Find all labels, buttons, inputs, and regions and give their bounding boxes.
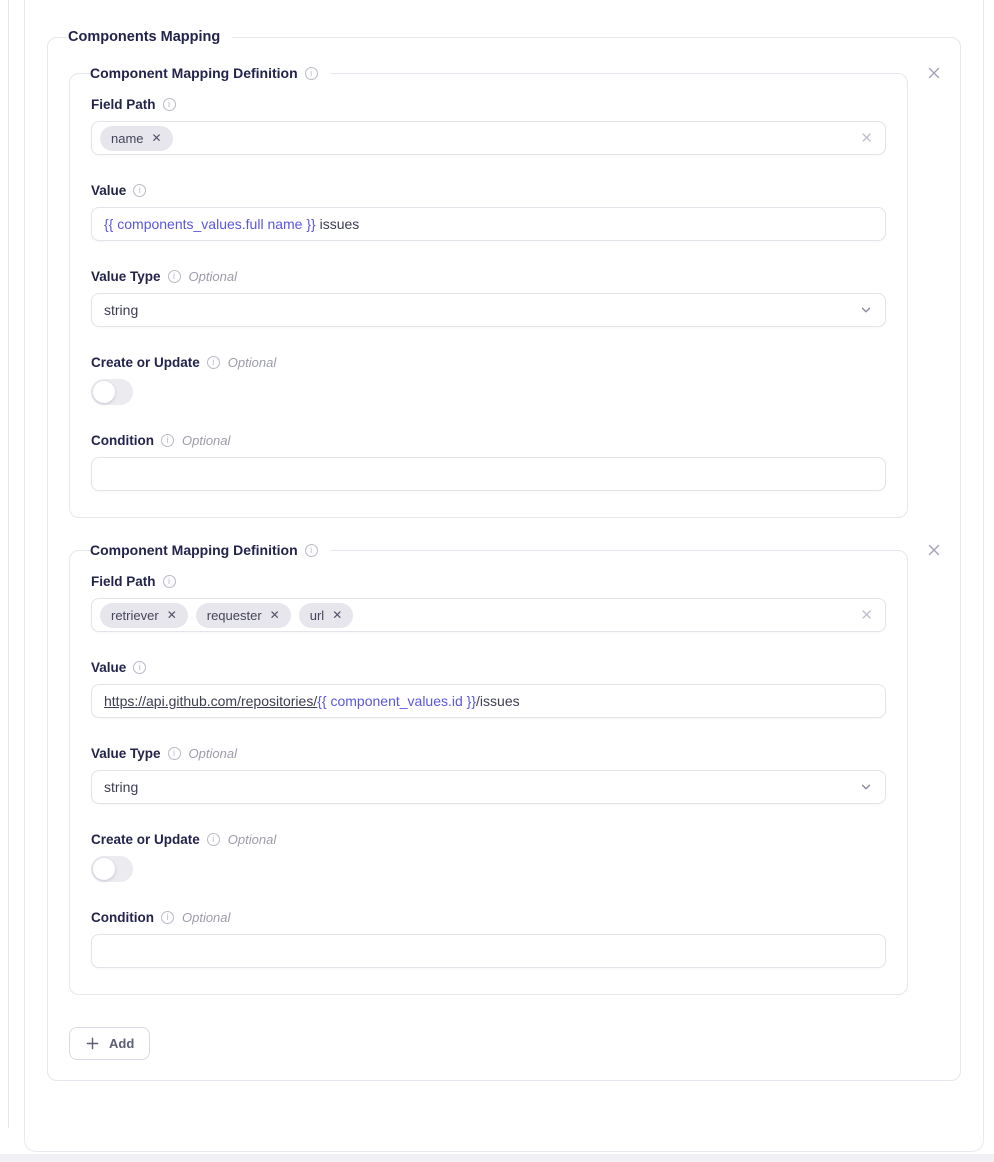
info-icon: i (168, 270, 181, 283)
value-label: Value (91, 660, 127, 675)
definition-legend-text: Component Mapping Definition (90, 542, 298, 558)
field-path-input[interactable] (91, 121, 886, 155)
components-mapping-section (47, 29, 961, 1081)
definition-legend (90, 65, 330, 81)
value-group (91, 183, 886, 241)
create-or-update-toggle[interactable] (91, 379, 133, 405)
value-label: Value (91, 183, 127, 198)
value-type-group (91, 269, 886, 327)
add-definition-button[interactable] (69, 1027, 150, 1060)
condition-input[interactable] (91, 934, 886, 968)
condition-label: Condition (91, 910, 154, 925)
info-icon: i (161, 911, 174, 924)
info-icon: i (207, 356, 220, 369)
value-type-selected: string (104, 302, 139, 318)
remove-tag-icon[interactable]: ✕ (332, 608, 343, 622)
optional-badge: Optional (181, 433, 231, 448)
info-icon: i (305, 67, 318, 80)
value-type-group (91, 746, 886, 804)
chevron-down-icon (859, 780, 873, 794)
value-template-segment: component_values.id }} (326, 693, 477, 709)
section-legend (68, 29, 232, 45)
field-path-input[interactable] (91, 598, 886, 632)
field-path-label: Field Path (91, 574, 156, 589)
info-icon: i (163, 98, 176, 111)
page-left-divider (8, 0, 9, 1128)
form-card (24, 0, 984, 1152)
create-or-update-label: Create or Update (91, 355, 200, 370)
create-or-update-label: Create or Update (91, 832, 200, 847)
info-icon: i (133, 184, 146, 197)
info-icon: i (168, 747, 181, 760)
tag-label: name (111, 130, 144, 146)
info-icon: i (305, 544, 318, 557)
tag-label: url (309, 607, 325, 623)
value-plain-segment: /issues (476, 693, 520, 709)
close-column (908, 65, 960, 83)
value-type-label: Value Type (91, 269, 161, 284)
remove-tag-icon[interactable]: ✕ (269, 608, 280, 622)
value-template-open-segment: {{ (317, 693, 327, 709)
info-icon: i (163, 575, 176, 588)
component-mapping-definition-2 (69, 542, 908, 995)
field-path-tag (100, 126, 173, 151)
remove-tag-icon[interactable]: ✕ (151, 131, 162, 145)
value-type-select[interactable] (91, 293, 886, 327)
optional-badge: Optional (188, 269, 237, 284)
field-path-group (91, 97, 886, 155)
value-type-select[interactable] (91, 770, 886, 804)
info-icon: i (207, 833, 220, 846)
definition-legend-text: Component Mapping Definition (90, 65, 298, 81)
tag-label: retriever (111, 607, 159, 623)
condition-input[interactable] (91, 457, 886, 491)
value-group (91, 660, 886, 718)
remove-definition-button[interactable] (924, 63, 944, 83)
toggle-knob (93, 858, 115, 880)
value-input[interactable] (91, 207, 886, 241)
create-or-update-group (91, 355, 886, 405)
field-path-tag (299, 603, 354, 628)
clear-field-path-icon[interactable]: ✕ (860, 129, 873, 147)
value-type-selected: string (104, 779, 139, 795)
condition-group (91, 910, 886, 968)
add-row (69, 1027, 960, 1060)
chevron-down-icon (859, 303, 873, 317)
definition-row-1 (69, 65, 960, 518)
optional-badge: Optional (181, 910, 231, 925)
page-bottom-background (0, 1154, 994, 1162)
field-path-group (91, 574, 886, 632)
value-type-label: Value Type (91, 746, 161, 761)
section-title: Components Mapping (68, 29, 221, 45)
tag-label: requester (206, 607, 262, 623)
value-plain-segment: issues (315, 216, 360, 232)
create-or-update-toggle[interactable] (91, 856, 133, 882)
field-path-label: Field Path (91, 97, 156, 112)
value-input[interactable] (91, 684, 886, 718)
definition-legend (90, 542, 330, 558)
field-path-tag (100, 603, 188, 628)
close-column (908, 542, 960, 560)
optional-badge: Optional (188, 746, 237, 761)
optional-badge: Optional (227, 355, 277, 370)
toggle-knob (93, 381, 115, 403)
condition-label: Condition (91, 433, 154, 448)
definition-row-2 (69, 542, 960, 995)
component-mapping-definition-1 (69, 65, 908, 518)
remove-tag-icon[interactable]: ✕ (166, 608, 177, 622)
optional-badge: Optional (227, 832, 277, 847)
value-url-segment: https://api.github.com/repositories/ (104, 693, 318, 709)
clear-field-path-icon[interactable]: ✕ (860, 606, 873, 624)
plus-icon (85, 1036, 100, 1051)
field-path-tag (196, 603, 291, 628)
create-or-update-group (91, 832, 886, 882)
add-button-label: Add (109, 1036, 135, 1051)
condition-group (91, 433, 886, 491)
value-template-segment: {{ components_values.full name }} (104, 216, 316, 232)
info-icon: i (161, 434, 174, 447)
info-icon: i (133, 661, 146, 674)
remove-definition-button[interactable] (924, 540, 944, 560)
